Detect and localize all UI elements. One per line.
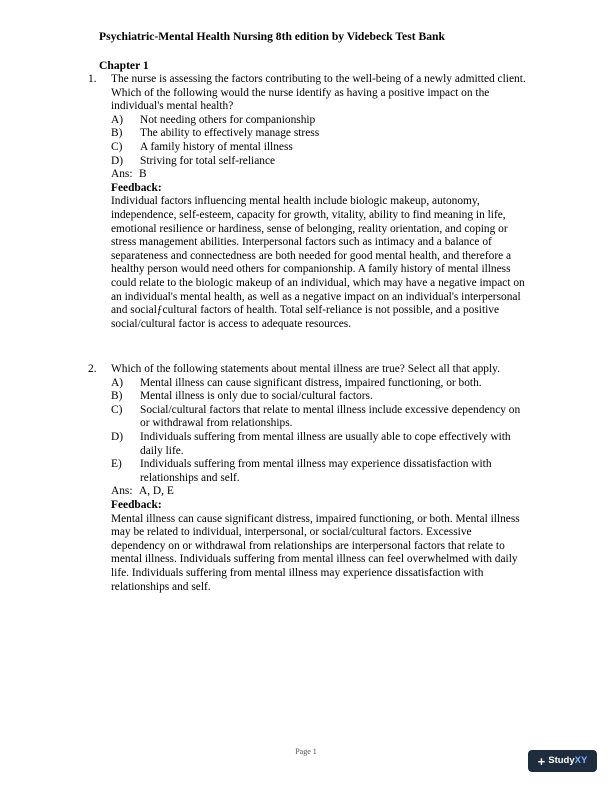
- question-number: 2.: [88, 363, 97, 375]
- option-letter: D): [111, 154, 124, 167]
- plus-icon: +: [537, 753, 546, 769]
- option-b: [88, 127, 528, 141]
- option-letter: E): [111, 458, 122, 471]
- question-number: 1.: [88, 73, 97, 85]
- watermark-brand-suffix: XY: [574, 755, 588, 767]
- option-text: Mental illness can cause significant distress, impaired functioning, or both.: [140, 376, 482, 389]
- question-stem: [88, 363, 528, 377]
- option-letter: A): [111, 376, 124, 389]
- answer-value: A, D, E: [139, 485, 174, 498]
- chapter-heading: Chapter 1: [99, 59, 149, 72]
- option-b: [88, 390, 528, 404]
- option-text: The ability to effectively manage stress: [140, 127, 320, 140]
- option-letter: B): [111, 127, 123, 140]
- option-c: [88, 141, 528, 155]
- option-letter: C): [111, 403, 123, 416]
- option-letter: C): [111, 140, 123, 153]
- answer-line: [88, 485, 528, 499]
- studyxy-watermark[interactable]: [528, 750, 597, 772]
- option-a: [88, 114, 528, 128]
- page-number: Page 1: [295, 747, 317, 756]
- answer-options: [88, 377, 528, 486]
- option-d: [88, 155, 528, 169]
- question-stem: [88, 73, 528, 114]
- question-text: Which of the following statements about mental illness are true? Select all that apply.: [111, 363, 500, 375]
- answer-label: Ans:: [111, 485, 133, 498]
- document-title: Psychiatric-Mental Health Nursing 8th edition by Videbeck Test Bank: [99, 30, 445, 43]
- option-e: [88, 458, 528, 485]
- question-text: The nurse is assessing the factors contributing to the well-being of a newly admitted client. Which of the following would the nurse identify as having a positive impact on the individual's mental health?: [111, 73, 526, 113]
- answer-value: B: [139, 168, 147, 181]
- question-1: [88, 73, 528, 331]
- feedback-label: Feedback:: [111, 181, 162, 194]
- option-letter: A): [111, 113, 124, 126]
- option-c: [88, 404, 528, 431]
- question-2: [88, 363, 528, 594]
- option-a: [88, 377, 528, 391]
- option-text: Social/cultural factors that relate to mental illness include excessive dependency on or withdrawal from relationships.: [140, 403, 521, 430]
- feedback-label: Feedback:: [111, 498, 162, 511]
- option-text: Not needing others for companionship: [140, 113, 316, 126]
- option-text: Mental illness is only due to social/cultural factors.: [140, 390, 373, 403]
- feedback-text: Individual factors influencing mental health include biologic makeup, autonomy, independence, self-esteem, capacity for growth, vitality, ability to find meaning in life, emotional resilience or hardiness, sense of belonging, reality orientation, and coping or stress management abilities. Interpersonal factors such as intimacy and a balance of separateness and connectedness are both needed for good mental health, and therefore a healthy person would need others for companionship. A family history of mental illness could relate to the biologic makeup of an individual, which may have a negative impact on an individual's mental health, as well as a negative impact on an individual's interpersonal and socialƒcultural factors of health. Total self-reliance is not possible, and a positive social/cultural factor is access to adequate resources.: [111, 195, 525, 330]
- answer-options: [88, 114, 528, 168]
- option-letter: B): [111, 390, 123, 403]
- watermark-brand-prefix: Study: [548, 755, 575, 767]
- option-text: Striving for total self-reliance: [140, 154, 276, 167]
- watermark-logo-text: [548, 754, 587, 768]
- answer-line: [88, 168, 528, 182]
- option-d: [88, 431, 528, 458]
- option-text: Individuals suffering from mental illness may experience dissatisfaction with relationships and self.: [140, 458, 492, 484]
- option-text: A family history of mental illness: [140, 140, 293, 153]
- answer-label: Ans:: [111, 168, 133, 181]
- option-letter: D): [111, 430, 124, 443]
- feedback-text: Mental illness can cause significant distress, impaired functioning, or both. Mental illness may be related to individual, interpersonal, or social/cultural factors. Excessive dependency on or withdrawal from relationships are interpersonal factors that relate to mental illness. Individuals suffering from mental illness can feel overwhelmed with daily life. Individuals suffering from mental illness may experience dissatisfaction with relationships and self.: [111, 512, 520, 593]
- option-text: Individuals suffering from mental illness are usually able to cope effectively with daily life.: [140, 430, 511, 457]
